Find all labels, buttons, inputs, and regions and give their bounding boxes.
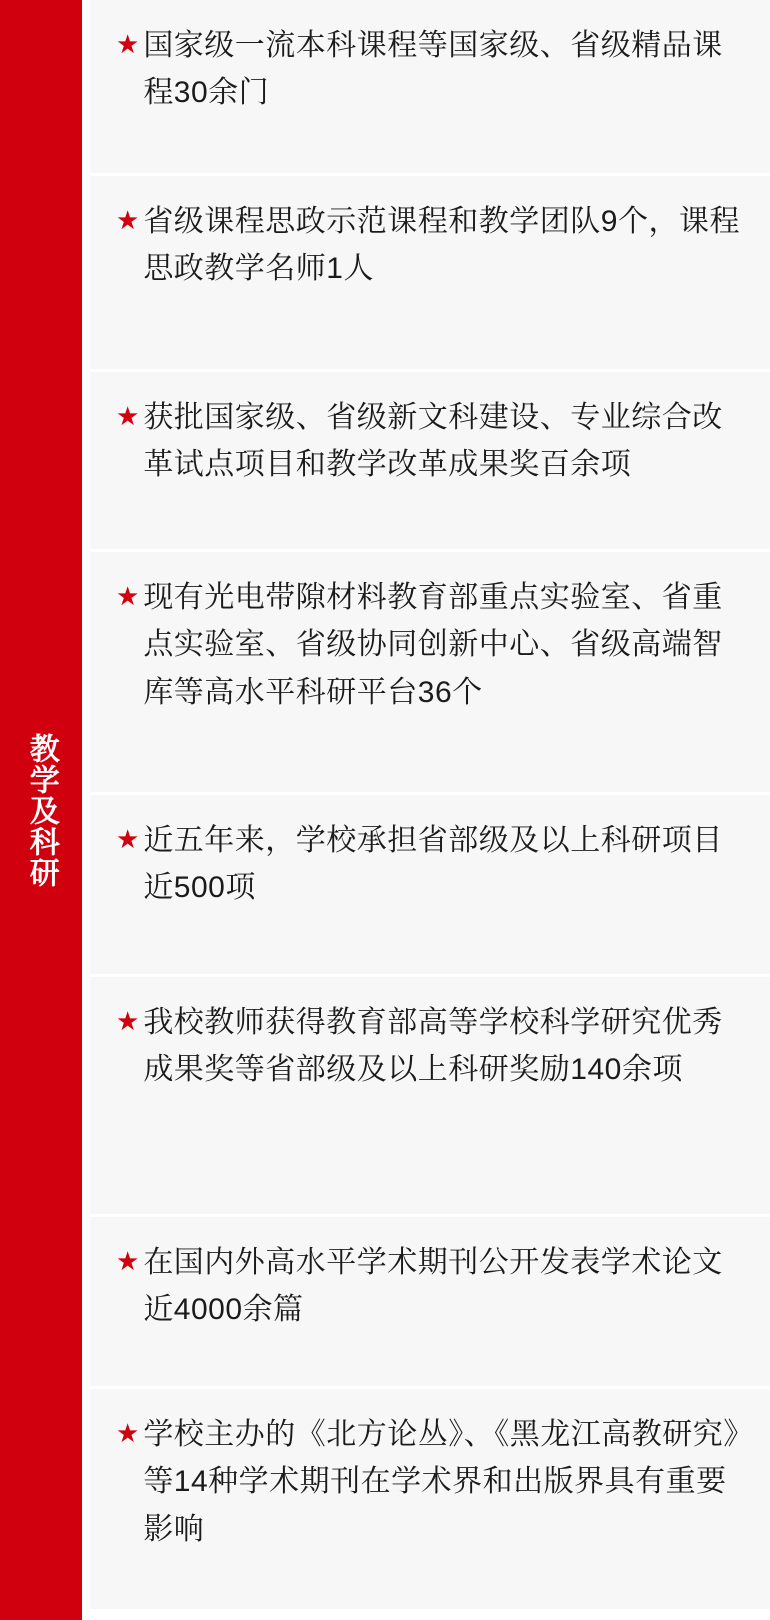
list-item [90,1389,770,1609]
red-star-icon: ★ [116,401,140,431]
list-item-text: 学校主办的《北方论丛》、《黑龙江高教研究》等14种学术期刊在学术界和出版界具有重要影响 [143,1418,739,1546]
list-item [90,176,770,372]
list-item-text: 省级课程思政示范课程和教学团队9个，课程思政教学名师1人 [143,205,740,286]
list-item [90,977,770,1217]
red-star-icon: ★ [116,29,140,59]
list-item-text: 获批国家级、省级新文科建设、专业综合改革试点项目和教学改革成果奖百余项 [143,401,723,482]
red-star-icon: ★ [116,824,140,854]
red-star-icon: ★ [116,1006,140,1036]
list-item-text: 我校教师获得教育部高等学校科学研究优秀成果奖等省部级及以上科研奖励140余项 [143,1006,723,1087]
list-item-text: 现有光电带隙材料教育部重点实验室、省重点实验室、省级协同创新中心、省级高端智库等高水平科研平台36个 [143,581,723,709]
achievement-list [82,0,770,1620]
list-item [90,552,770,795]
list-item-text: 近五年来，学校承担省部级及以上科研项目近500项 [143,824,723,905]
list-item [90,372,770,552]
section-sidebar [0,0,82,1620]
list-item [90,0,770,176]
section-title: 教学及科研 [24,732,58,888]
list-item-text: 国家级一流本科课程等国家级、省级精品课程30余门 [143,29,723,110]
list-item-text: 在国内外高水平学术期刊公开发表学术论文近4000余篇 [143,1246,723,1327]
red-star-icon: ★ [116,1418,140,1448]
red-star-icon: ★ [116,581,140,611]
list-item [90,795,770,977]
red-star-icon: ★ [116,205,140,235]
list-item [90,1217,770,1389]
red-star-icon: ★ [116,1246,140,1276]
